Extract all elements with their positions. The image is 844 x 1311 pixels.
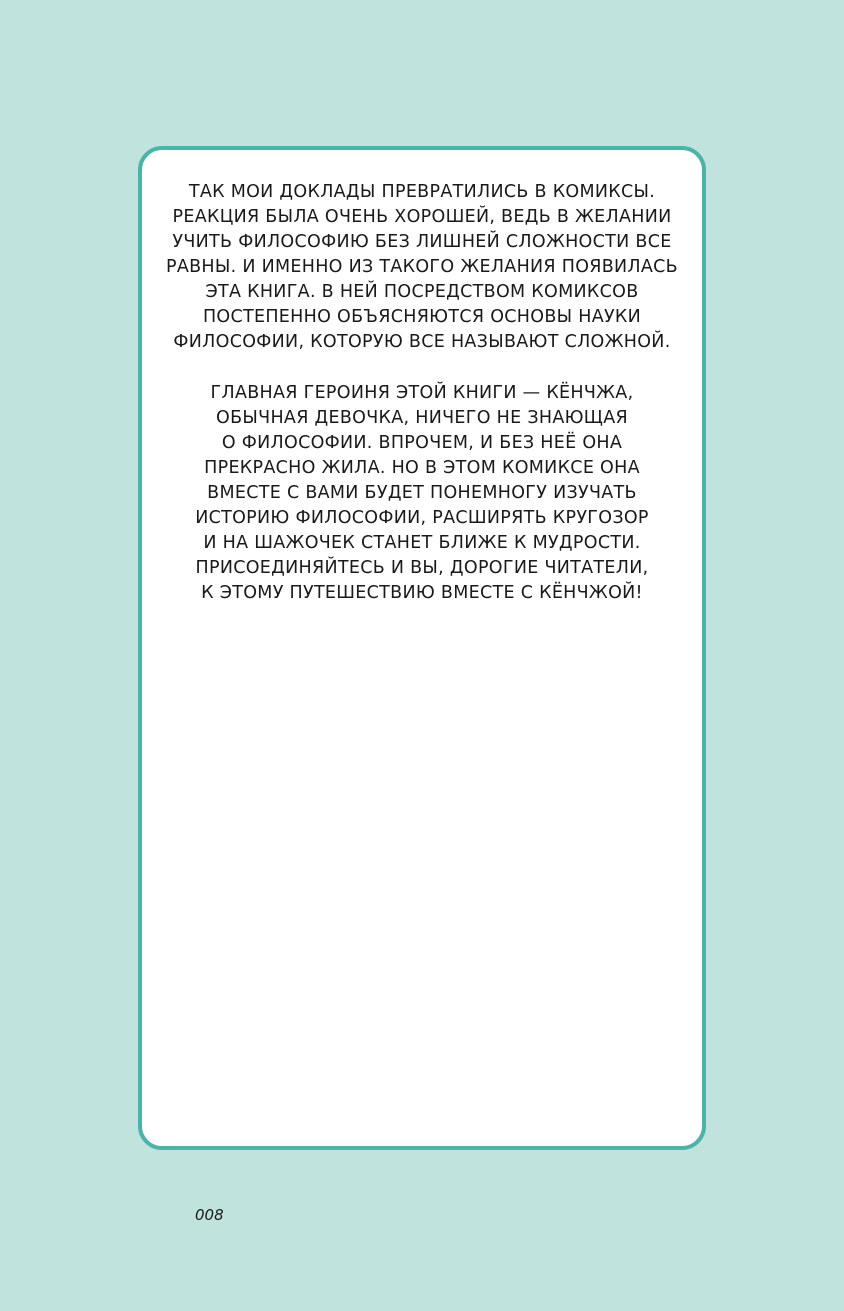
text-line: ТАК МОИ ДОКЛАДЫ ПРЕВРАТИЛИСЬ В КОМИКСЫ.	[188, 182, 656, 202]
text-panel	[138, 146, 706, 1150]
text-block	[142, 180, 702, 632]
text-line: И НА ШАЖОЧЕК СТАНЕТ БЛИЖЕ К МУДРОСТИ.	[203, 533, 641, 553]
text-line: РЕАКЦИЯ БЫЛА ОЧЕНЬ ХОРОШЕЙ, ВЕДЬ В ЖЕЛАНИИ	[172, 207, 672, 227]
page-number: 008	[195, 1206, 224, 1224]
text-line: ОБЫЧНАЯ ДЕВОЧКА, НИЧЕГО НЕ ЗНАЮЩАЯ	[216, 408, 628, 428]
text-line: ИСТОРИЮ ФИЛОСОФИИ, РАСШИРЯТЬ КРУГОЗОР	[195, 508, 649, 528]
text-line: ЭТА КНИГА. В НЕЙ ПОСРЕДСТВОМ КОМИКСОВ	[205, 282, 639, 302]
paragraph-1	[142, 180, 702, 355]
text-line: УЧИТЬ ФИЛОСОФИЮ БЕЗ ЛИШНЕЙ СЛОЖНОСТИ ВСЕ	[172, 232, 672, 252]
text-line: ФИЛОСОФИИ, КОТОРУЮ ВСЕ НАЗЫВАЮТ СЛОЖНОЙ.	[173, 332, 671, 352]
paragraph-2	[142, 381, 702, 606]
text-line: ГЛАВНАЯ ГЕРОИНЯ ЭТОЙ КНИГИ — КЁНЧЖА,	[210, 383, 634, 403]
text-line: РАВНЫ. И ИМЕННО ИЗ ТАКОГО ЖЕЛАНИЯ ПОЯВИЛАСЬ	[165, 257, 678, 277]
text-line: ПОСТЕПЕННО ОБЪЯСНЯЮТСЯ ОСНОВЫ НАУКИ	[202, 307, 642, 327]
text-line: ПРЕКРАСНО ЖИЛА. НО В ЭТОМ КОМИКСЕ ОНА	[204, 458, 640, 478]
text-line: О ФИЛОСОФИИ. ВПРОЧЕМ, И БЕЗ НЕЁ ОНА	[221, 433, 623, 453]
text-line: ВМЕСТЕ С ВАМИ БУДЕТ ПОНЕМНОГУ ИЗУЧАТЬ	[207, 483, 637, 503]
text-line: К ЭТОМУ ПУТЕШЕСТВИЮ ВМЕСТЕ С КЁНЧЖОЙ!	[201, 583, 643, 603]
text-line: ПРИСОЕДИНЯЙТЕСЬ И ВЫ, ДОРОГИЕ ЧИТАТЕЛИ,	[195, 558, 649, 578]
